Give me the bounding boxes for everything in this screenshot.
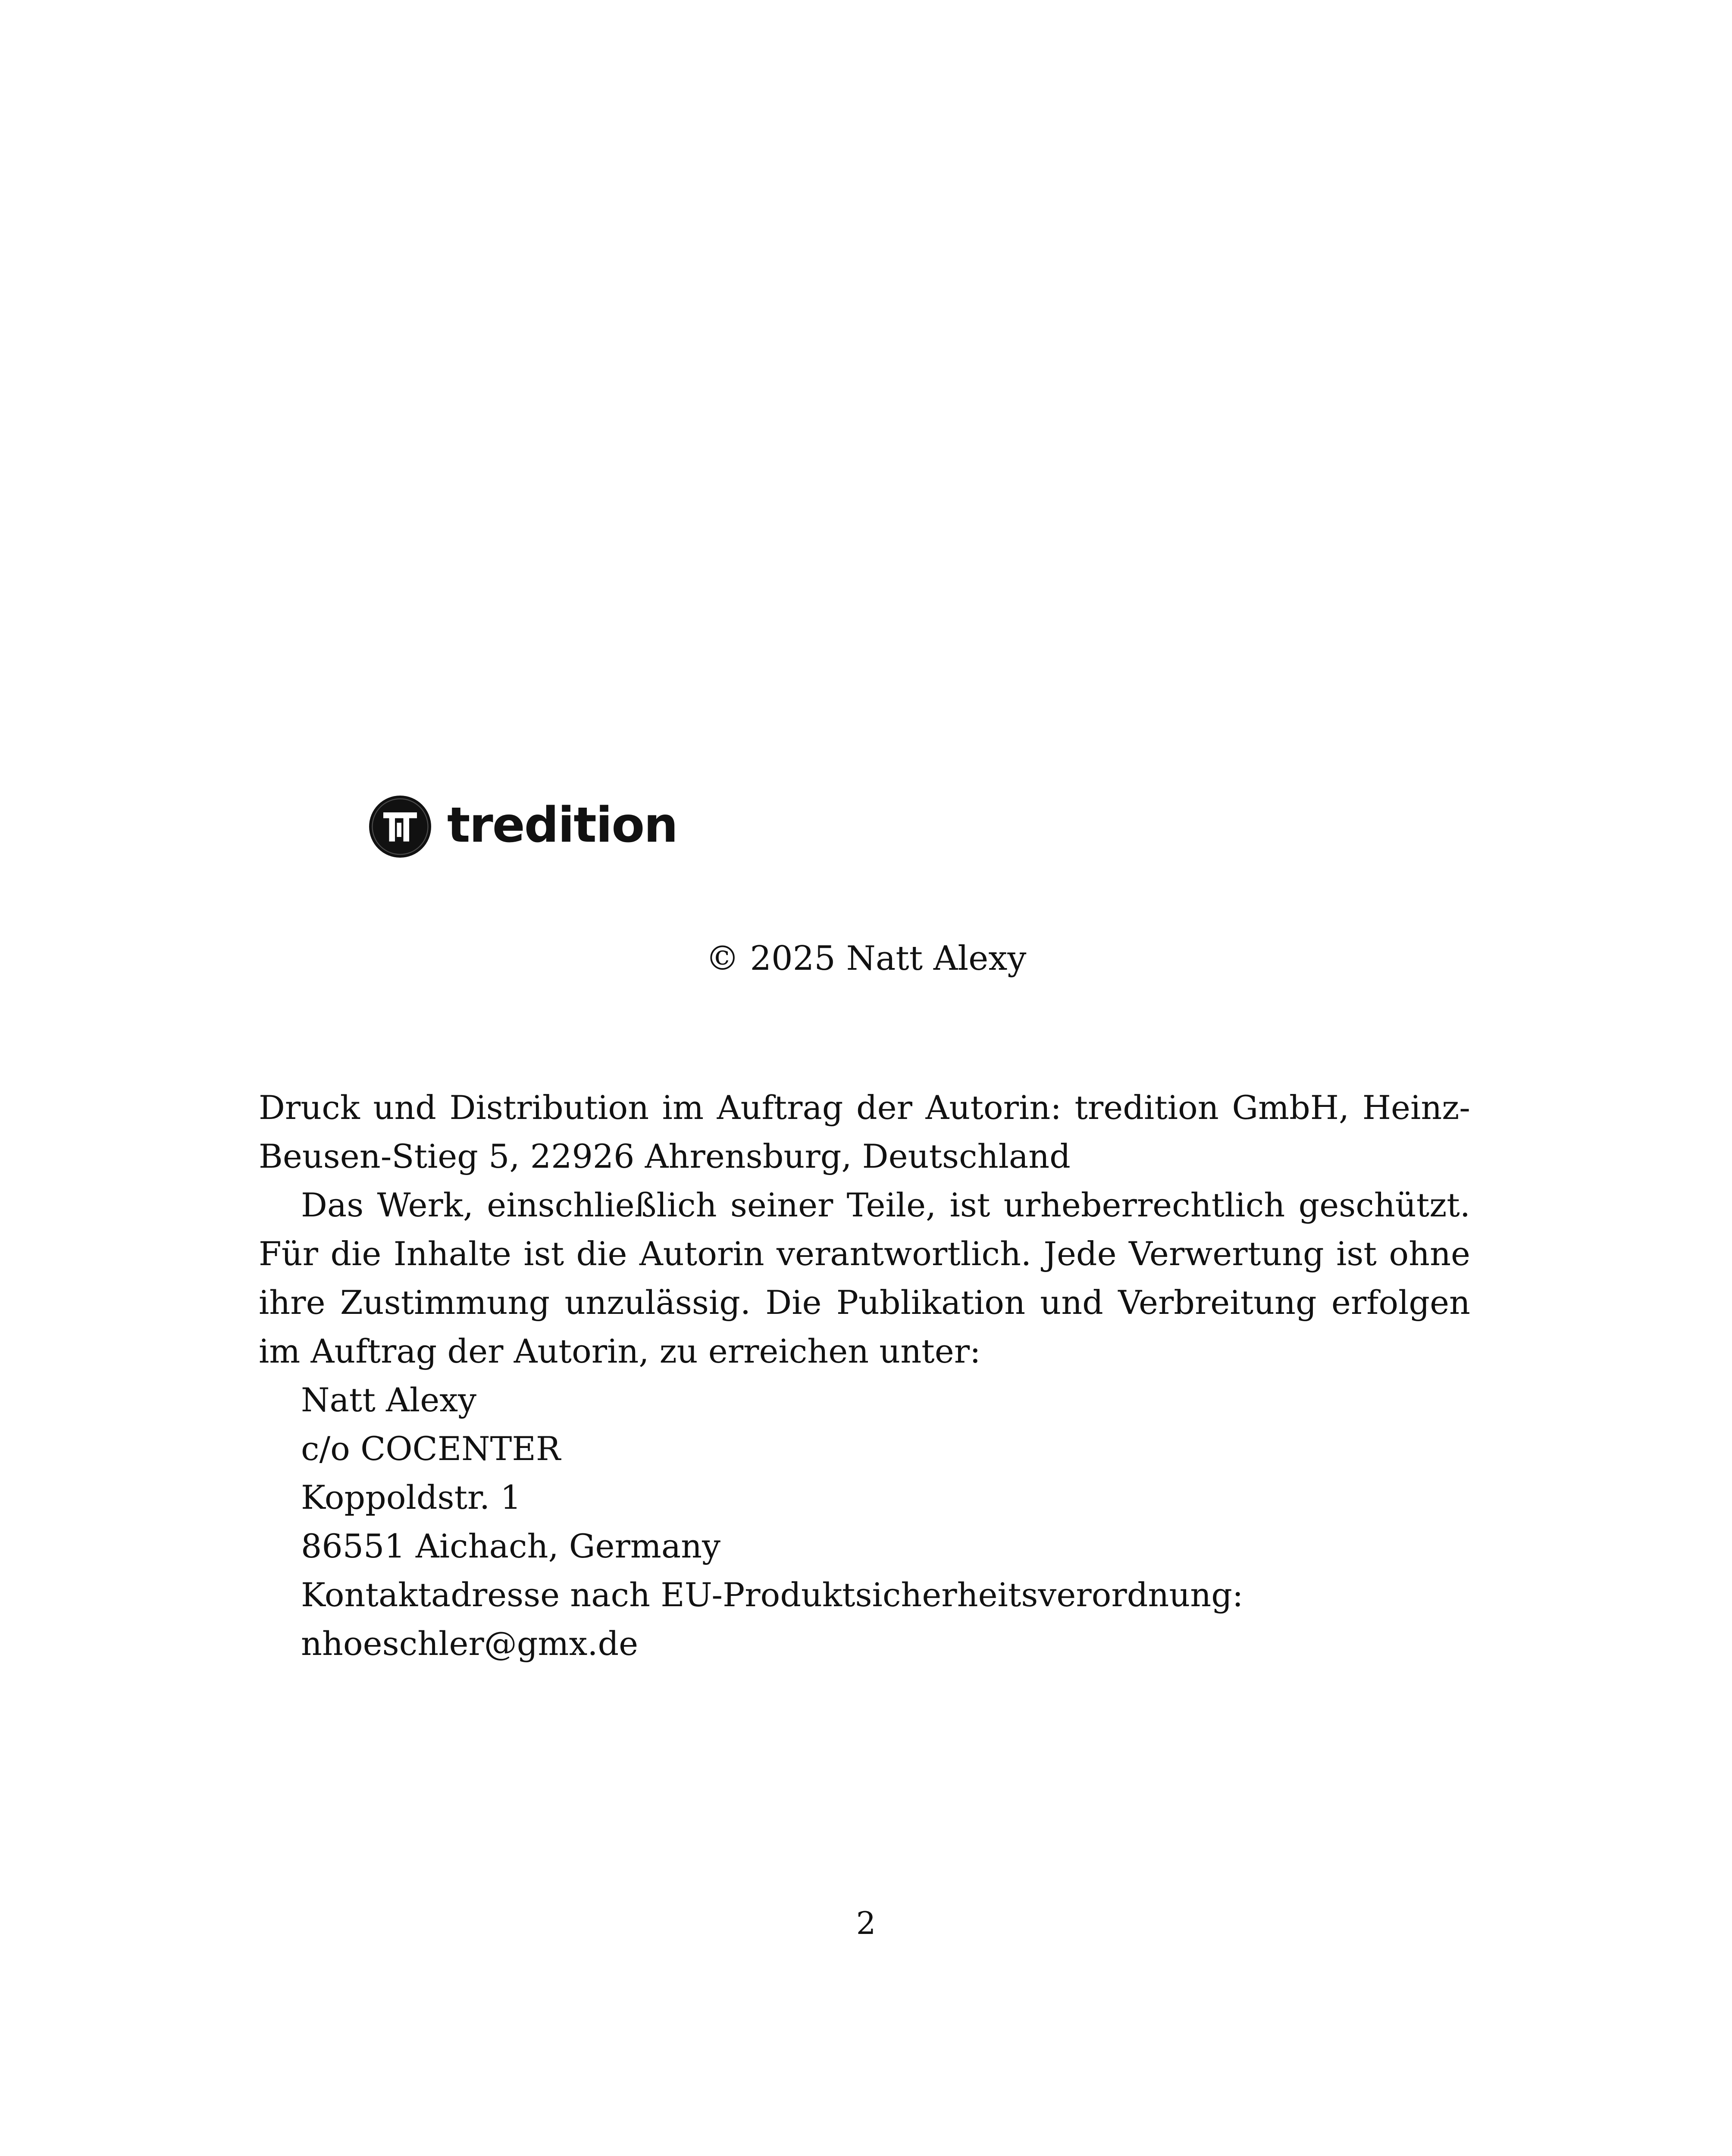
imprint-block <box>259 1083 1470 1668</box>
copyright-line: © 2025 Natt Alexy <box>705 939 1027 978</box>
tredition-logo-icon <box>368 794 432 859</box>
logo-wordmark: tredition <box>447 797 677 853</box>
contact-email: nhoeschler@gmx.de <box>301 1624 639 1663</box>
publisher-logo <box>368 794 677 859</box>
page-number: 2 <box>856 1905 876 1941</box>
rights-paragraph: Das Werk, einschließlich seiner Teile, ist urheberrechtlich geschützt. Für die Inhalte ist die Autorin verantwortlich. Jede Verwertung ist ohne ihre Zustimmung unzulässig. Die Publikation und Verbreitung erfolgen im Auftrag der Autorin, zu erreichen unter: <box>259 1186 1470 1370</box>
address-street: Koppoldstr. 1 <box>301 1478 521 1517</box>
distribution-paragraph: Druck und Distribution im Auftrag der Autorin: tredition GmbH, Heinz-Beusen-Stieg 5, 22926 Ahrensburg, Deutschland <box>259 1088 1470 1175</box>
address-city: 86551 Aichach, Germany <box>301 1527 721 1565</box>
contact-label: Kontaktadresse nach EU-Produktsicherheitsverordnung: <box>301 1576 1243 1614</box>
address-name: Natt Alexy <box>301 1381 477 1419</box>
address-co: c/o COCENTER <box>301 1429 561 1468</box>
